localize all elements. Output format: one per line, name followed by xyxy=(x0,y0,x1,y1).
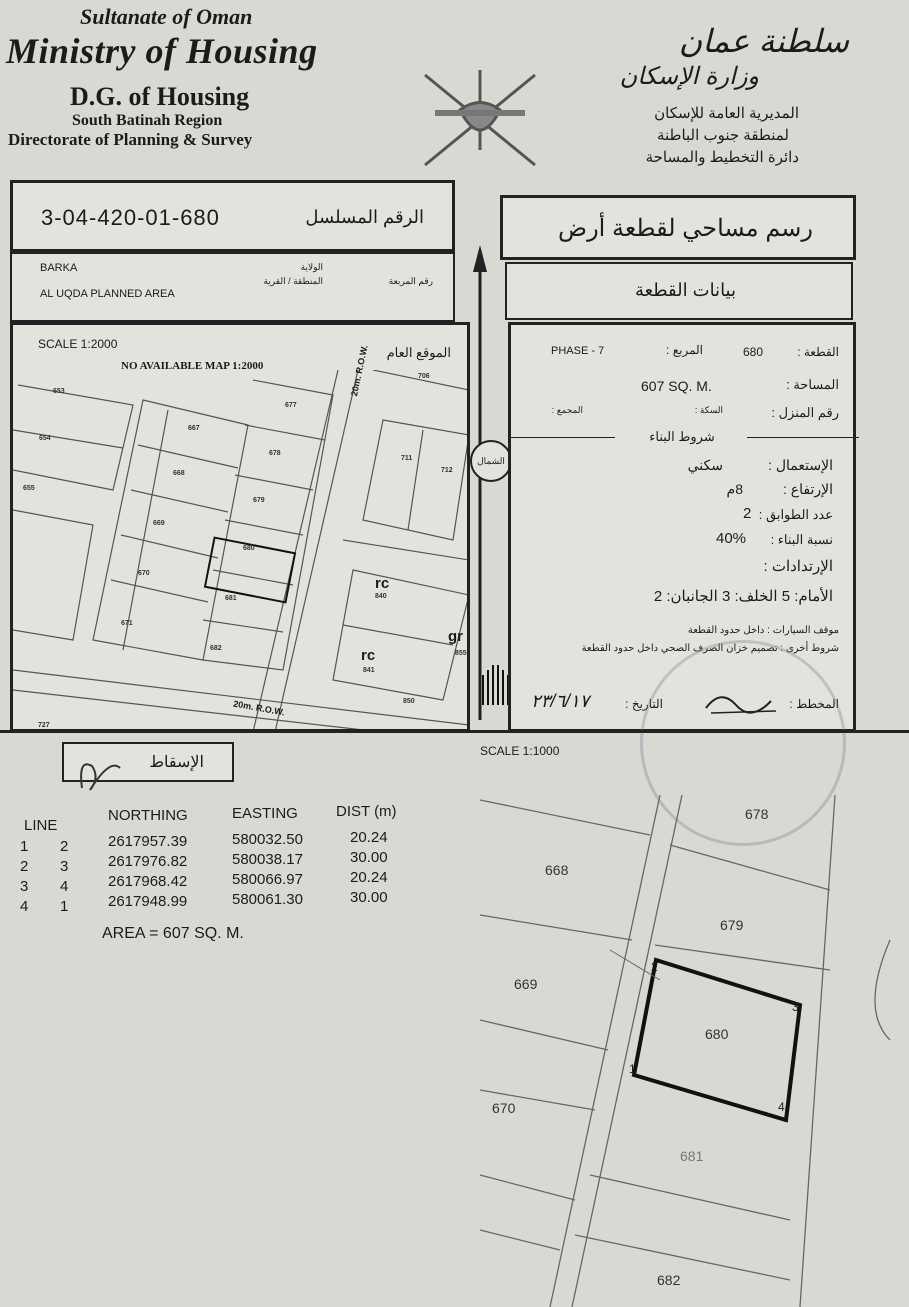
row4-northing: 2617948.99 xyxy=(108,893,188,910)
plot-data-title: بيانات القطعة xyxy=(634,280,736,300)
oman-emblem-icon xyxy=(405,55,555,175)
house-number-label: رقم المنزل : xyxy=(771,405,839,420)
detail-plot-681: 681 xyxy=(680,1148,704,1164)
header-ar-directorate: دائرة التخطيط والمساحة xyxy=(645,149,799,166)
document-title: رسم مساحي لقطعة أرض xyxy=(558,215,813,242)
detail-plot-680: 680 xyxy=(705,1026,729,1042)
setbacks-value: الأمام: 5 الخلف: 3 الجانبان: 2 xyxy=(653,588,833,605)
row3-to: 4 xyxy=(60,878,69,895)
serial-label: الرقم المسلسل xyxy=(305,207,424,227)
code-label: رقم المربعة xyxy=(388,276,433,286)
map-plot-669: 669 xyxy=(153,520,165,527)
plot-number: 680 xyxy=(743,345,764,359)
detail-plot-679: 679 xyxy=(720,917,744,933)
road-label-vertical: 20m. R.O.W. xyxy=(349,344,370,398)
map-scale: SCALE 1:2000 xyxy=(38,337,118,351)
map-rc-1: rc xyxy=(375,575,390,592)
map-plot-653: 653 xyxy=(53,388,65,395)
col-northing: NORTHING xyxy=(108,807,188,824)
wilayat-value: BARKA xyxy=(40,262,78,274)
row1-dist: 20.24 xyxy=(350,829,388,846)
col-dist: DIST (m) xyxy=(336,803,397,820)
date-value: ٢٣/٦/١٧ xyxy=(531,691,590,711)
header-ar-ministry: وزارة الإسكان xyxy=(619,63,759,90)
use-label: الإستعمال : xyxy=(768,457,833,473)
other-conditions-note: شروط أخرى : تصميم خزان الصرف الصحي داخل حدود القطعة xyxy=(581,643,839,654)
header-ar-dg: المديرية العامة للإسكان xyxy=(654,105,799,122)
row1-to: 2 xyxy=(60,838,69,855)
area-label: المنطقة / القرية xyxy=(263,276,323,286)
map-plot-668: 668 xyxy=(173,470,185,477)
detail-plot-668: 668 xyxy=(545,862,569,878)
location-box xyxy=(10,252,455,322)
conditions-title: شروط البناء xyxy=(649,429,715,444)
area-total: AREA = 607 SQ. M. xyxy=(102,925,244,942)
row3-dist: 20.24 xyxy=(350,869,388,886)
row3-northing: 2617968.42 xyxy=(108,873,188,890)
header-ar-oman: سلطنة عمان xyxy=(678,23,849,59)
header-ministry: Ministry of Housing xyxy=(6,31,318,71)
street-label: السكة : xyxy=(694,405,723,415)
map-plot-678: 678 xyxy=(269,450,281,457)
complex-label: المجمع : xyxy=(551,405,583,415)
map-plot-682: 682 xyxy=(210,645,222,652)
detail-plan-drawing xyxy=(460,780,909,1307)
row2-easting: 580038.17 xyxy=(232,851,303,868)
conditions-rule-right xyxy=(747,437,859,438)
map-plot-655: 655 xyxy=(23,485,35,492)
parking-note: موقف السيارات : داخل حدود القطعة xyxy=(687,625,839,636)
map-rc-2: rc xyxy=(361,647,376,664)
conditions-rule-left xyxy=(511,437,615,438)
setbacks-label: الإرتدادات : xyxy=(763,558,833,575)
area-value: 607 SQ. M. xyxy=(641,378,712,394)
plot-data-title-box xyxy=(505,262,853,320)
row1-northing: 2617957.39 xyxy=(108,833,188,850)
row4-from: 4 xyxy=(20,898,29,915)
road-label-horizontal: 20m. R.O.W. xyxy=(232,698,286,718)
height-label: الإرتفاع : xyxy=(782,481,833,497)
area-label: المساحة : xyxy=(786,377,839,392)
map-plot-841: 841 xyxy=(363,667,375,674)
row1-from: 1 xyxy=(20,838,29,855)
corner-2: 2 xyxy=(651,960,658,974)
map-plot-671: 671 xyxy=(121,620,133,627)
planner-label: المخطط : xyxy=(789,697,839,711)
title-box xyxy=(500,195,856,260)
height-value: 8م xyxy=(726,481,743,497)
corner-4: 4 xyxy=(778,1100,785,1114)
initials-signature xyxy=(70,748,130,808)
general-map-box xyxy=(10,322,470,732)
map-plot-727: 727 xyxy=(38,722,50,729)
map-plot-840: 840 xyxy=(375,593,387,600)
header-ar-region: لمنطقة جنوب الباطنة xyxy=(656,127,789,144)
row2-northing: 2617976.82 xyxy=(108,853,188,870)
square-label: المربع : xyxy=(666,343,703,357)
col-line: LINE xyxy=(24,817,58,834)
map-plot-680: 680 xyxy=(243,545,255,552)
row4-to: 1 xyxy=(60,898,69,915)
map-plot-712: 712 xyxy=(441,467,453,474)
north-label: الشمال xyxy=(470,440,512,482)
map-plot-679: 679 xyxy=(253,497,265,504)
use-value: سكني xyxy=(687,457,723,473)
map-plot-855: 855 xyxy=(455,650,467,657)
detail-plot-678: 678 xyxy=(745,806,769,822)
date-label: التاريخ : xyxy=(625,697,663,711)
corner-1: 1 xyxy=(629,1062,636,1076)
floors-label: عدد الطوابق : xyxy=(758,507,833,522)
wilayat-label: الولاية xyxy=(300,262,323,272)
corner-3: 3 xyxy=(792,1000,799,1014)
row4-dist: 30.00 xyxy=(350,889,388,906)
header-dg: D.G. of Housing xyxy=(70,82,250,111)
map-plot-681: 681 xyxy=(225,595,237,602)
detail-plot-682: 682 xyxy=(657,1272,681,1288)
phase-value: PHASE - 7 xyxy=(551,345,605,357)
detail-plot-670: 670 xyxy=(492,1100,516,1116)
header-line1: Sultanate of Oman xyxy=(80,4,253,29)
row2-from: 2 xyxy=(20,858,29,875)
detail-plot-669: 669 xyxy=(514,976,538,992)
row4-easting: 580061.30 xyxy=(232,891,303,908)
general-location-label: الموقع العام xyxy=(386,345,451,360)
map-plot-711: 711 xyxy=(401,455,413,462)
map-gr: gr xyxy=(448,628,463,645)
coordinates-table xyxy=(20,805,440,955)
row2-to: 3 xyxy=(60,858,69,875)
map-plot-677: 677 xyxy=(285,402,297,409)
no-map-note: NO AVAILABLE MAP 1:2000 xyxy=(121,360,264,372)
scale-1000: SCALE 1:1000 xyxy=(480,744,560,758)
serial-box xyxy=(10,180,455,252)
serial-number: 3-04-420-01-680 xyxy=(41,205,220,230)
ratio-value: 40% xyxy=(716,530,747,547)
map-plot-850: 850 xyxy=(403,698,415,705)
row3-easting: 580066.97 xyxy=(232,871,303,888)
map-plot-670: 670 xyxy=(138,570,150,577)
ratio-label: نسبة البناء : xyxy=(770,532,833,547)
section-divider xyxy=(0,730,909,733)
floors-value: 2 xyxy=(743,505,752,522)
map-plot-667: 667 xyxy=(188,425,200,432)
row3-from: 3 xyxy=(20,878,29,895)
projection-label: الإسقاط xyxy=(149,754,204,771)
map-plot-706: 706 xyxy=(418,373,430,380)
row1-easting: 580032.50 xyxy=(232,831,303,848)
header-directorate: Directorate of Planning & Survey xyxy=(8,130,253,149)
header-region: South Batinah Region xyxy=(72,112,223,129)
site-map-drawing xyxy=(13,370,469,732)
area-value: AL UQDA PLANNED AREA xyxy=(40,288,175,300)
plot-label: القطعة : xyxy=(797,345,839,359)
map-plot-654: 654 xyxy=(39,435,51,442)
row2-dist: 30.00 xyxy=(350,849,388,866)
col-easting: EASTING xyxy=(232,805,298,822)
